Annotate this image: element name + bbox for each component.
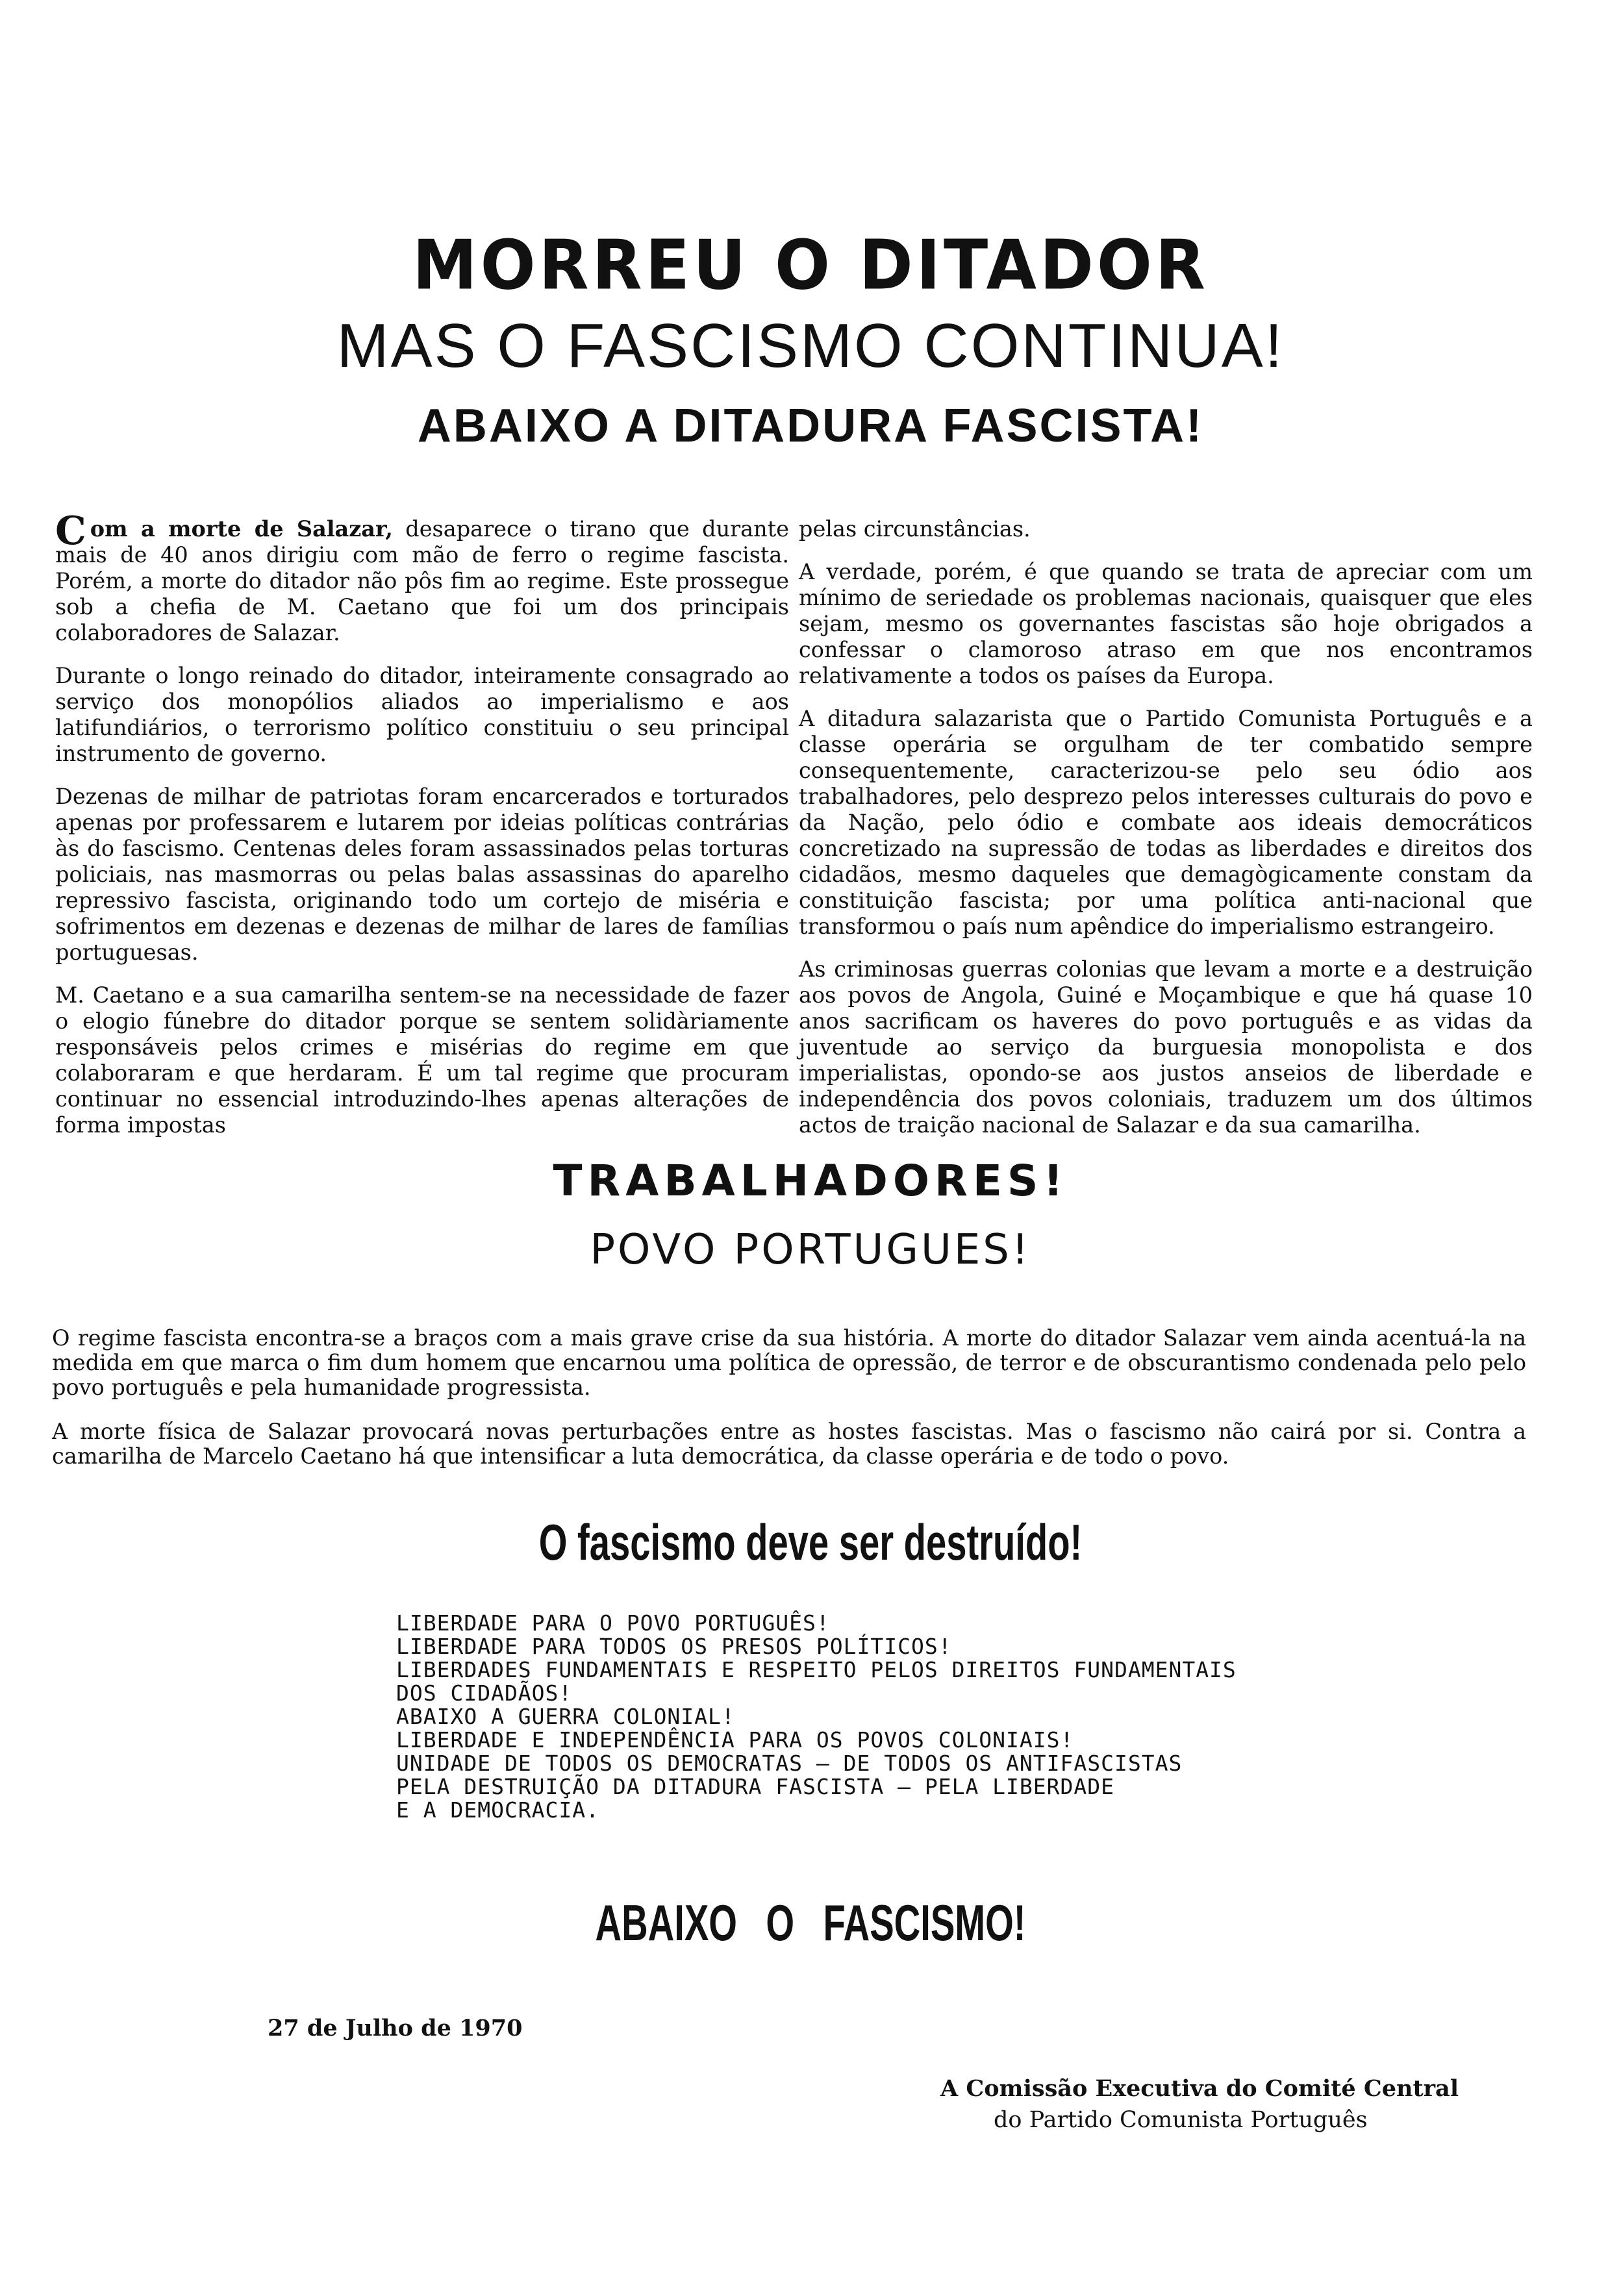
signature-line-2: do Partido Comunista Português (994, 2107, 1368, 2133)
left-paragraph-1 (55, 508, 789, 646)
left-paragraph-1-rest: desaparece o tirano que durante mais de 40 anos dirigiu com mão de ferro o regime fascista. Porém, a morte do ditador não pôs fim ao regime. Este prossegue sob a chefia de M. Caetano que foi um dos principais colaboradores de Salazar. (55, 516, 789, 645)
closing-slogan: ABAIXO O FASCISMO! (595, 1894, 1026, 1951)
headline-line-3: ABAIXO A DITADURA FASCISTA! (417, 400, 1204, 452)
demand-line: LIBERDADE PARA O POVO PORTUGUÊS! (396, 1610, 830, 1636)
slogan: O fascismo deve ser destruído! (538, 1514, 1083, 1571)
wide-paragraph-2: A morte física de Salazar provocará novas perturbações entre as hostes fascistas. Mas o fascismo não cairá por si. Contra a camarilha de Marcelo Caetano há que intensificar a luta democrática, da classe operária e de todo o povo. (52, 1419, 1526, 1469)
left-paragraph-1-lead: om a morte de Salazar, (90, 516, 393, 542)
demand-line: LIBERDADES FUNDAMENTAIS E RESPEITO PELOS DIREITOS FUNDAMENTAIS (396, 1657, 1237, 1682)
right-paragraph-3: As criminosas guerras colonias que levam a morte e a destruição aos povos de Angola, Guiné e Moçambique e que há quase 10 anos sacrificam os haveres do povo português e as vidas da juventude ao serviço da burguesia monopolista e dos imperialistas, opondo-se aos justos anseios de liberdade e independência dos povos coloniais, traduzem um dos últimos actos de traição nacional de Salazar e da sua camarilha. (799, 956, 1533, 1138)
left-column (55, 508, 789, 1155)
headline-line-1: MORREU O DITADOR (412, 225, 1209, 305)
headline-line-2: MAS O FASCISMO CONTINUA! (336, 311, 1285, 381)
demand-line: PELA DESTRUIÇÃO DA DITADURA FASCISTA — PELA LIBERDADE (396, 1774, 1114, 1799)
signature-line-1: A Comissão Executiva do Comité Central (940, 2075, 1459, 2102)
demand-line: ABAIXO A GUERRA COLONIAL! (396, 1704, 735, 1729)
subheading-workers: TRABALHADORES! (553, 1156, 1068, 1206)
right-paragraph-1: A verdade, porém, é que quando se trata de apreciar com um mínimo de seriedade os problemas nacionais, quaisquer que eles sejam, mesmo os governantes fascistas são hoje obrigados a confessar o clamoroso atraso em que nos encontramos relativamente a todos os países da Europa. (799, 559, 1533, 688)
right-paragraph-0: pelas circunstâncias. (799, 516, 1031, 542)
right-column (799, 516, 1533, 1155)
document-date: 27 de Julho de 1970 (268, 2015, 523, 2041)
right-paragraph-2: A ditadura salazarista que o Partido Comunista Português e a classe operária se orgulham de ter combatido sempre consequentemente, caracterizou-se pelo seu ódio aos trabalhadores, pelo desprezo pelos interesses culturais do povo e da Nação, pelo ódio e combate aos ideais democráticos concretizado na supressão de todas as liberdades e direitos dos cidadãos, mesmo daqueles que demagògicamente constam da constituição fascista; por uma política anti-nacional que transformou o país num apêndice do imperialismo estrangeiro. (799, 706, 1533, 939)
drop-cap: C (55, 508, 86, 554)
demand-line: LIBERDADE PARA TODOS OS PRESOS POLÍTICOS! (396, 1634, 952, 1659)
demands-list (396, 1612, 1500, 1822)
left-paragraph-2: Durante o longo reinado do ditador, inteiramente consagrado ao serviço dos monopólios aliados ao imperialismo e aos latifundiários, o terrorismo político constituiu o seu principal instrumento de governo. (55, 663, 789, 766)
left-paragraph-4: M. Caetano e a sua camarilha sentem-se na necessidade de fazer o elogio fúnebre do ditador porque se sentem solidàriamente responsáveis pelos crimes e misérias do regime em que colaboraram e que herdaram. É um tal regime que procuram continuar no essencial introduzindo-lhes apenas alterações de forma impostas (55, 982, 789, 1138)
demand-line: UNIDADE DE TODOS OS DEMOCRATAS — DE TODOS OS ANTIFASCISTAS (396, 1751, 1183, 1776)
demand-line: DOS CIDADÃOS! (396, 1680, 573, 1706)
subheading-people: POVO PORTUGUES! (590, 1226, 1031, 1274)
wide-paragraph-1: O regime fascista encontra-se a braços com a mais grave crise da sua história. A morte do ditador Salazar vem ainda acentuá-la na medida em que marca o fim dum homem que encarnou uma política de opressão, de terror e de obscurantismo condenada pelo pelo povo português e pela humanidade progressista. (52, 1325, 1526, 1400)
left-paragraph-3: Dezenas de milhar de patriotas foram encarcerados e torturados apenas por professarem e lutarem por ideias políticas contrárias às do fascismo. Centenas deles foram assassinados pelas torturas policiais, nas masmorras ou pelas balas assassinas do aparelho repressivo fascista, originando todo um cortejo de miséria e sofrimentos em dezenas e dezenas de milhar de lares de famílias portuguesas. (55, 784, 789, 965)
demand-line: E A DEMOCRACIA. (396, 1797, 600, 1823)
demand-line: LIBERDADE E INDEPENDÊNCIA PARA OS POVOS COLONIAIS! (396, 1727, 1074, 1753)
